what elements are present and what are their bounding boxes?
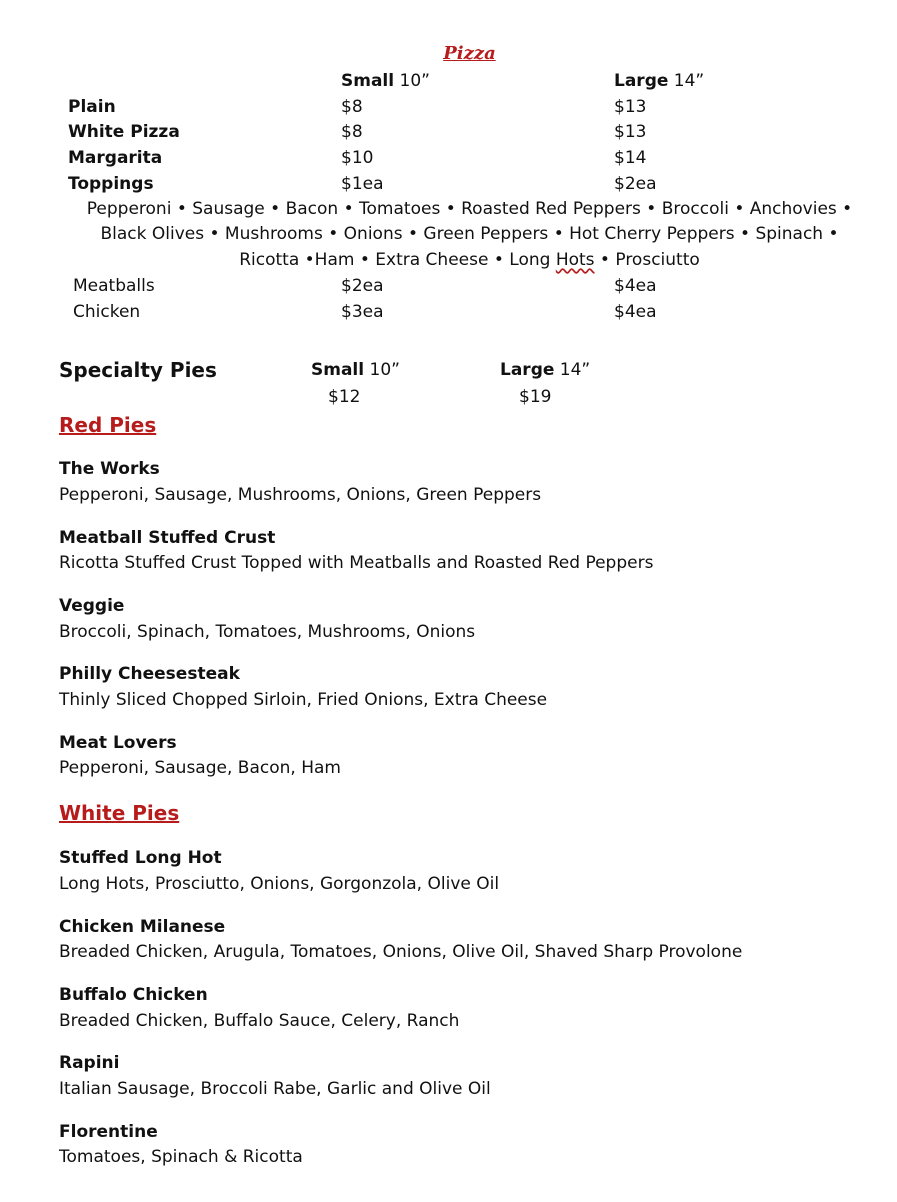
pizza-row-small-price: $10: [341, 148, 374, 168]
pie-name: The Works: [59, 459, 160, 479]
specialty-large-price: $19: [519, 387, 552, 407]
specialty-large-header: [500, 362, 590, 379]
pizza-small-size: 10”: [394, 71, 430, 91]
specialty-large-label: Large: [500, 360, 555, 380]
pie-description: Ricotta Stuffed Crust Topped with Meatballs and Roasted Red Peppers: [59, 553, 654, 573]
toppings-line: [0, 252, 897, 269]
pie-description: Pepperoni, Sausage, Bacon, Ham: [59, 758, 341, 778]
toppings-line-text: Ricotta •Ham • Extra Cheese • Long: [239, 250, 556, 270]
pizza-row-small-price: $8: [341, 122, 363, 142]
pizza-row-name: Toppings: [68, 174, 154, 194]
specialty-small-header: [311, 362, 400, 379]
pie-description: Breaded Chicken, Arugula, Tomatoes, Onions, Olive Oil, Shaved Sharp Provolone: [59, 942, 743, 962]
toppings-line-text-flagged: Hots: [555, 250, 595, 270]
pie-description: Thinly Sliced Chopped Sirloin, Fried Onions, Extra Cheese: [59, 690, 548, 710]
extra-row-name: Chicken: [73, 302, 141, 322]
pie-name: Buffalo Chicken: [59, 985, 208, 1005]
pie-description: Italian Sausage, Broccoli Rabe, Garlic and Olive Oil: [59, 1079, 491, 1099]
pizza-row-name: Plain: [68, 97, 116, 117]
pie-description: Tomatoes, Spinach & Ricotta: [59, 1147, 303, 1167]
specialty-small-label: Small: [311, 360, 365, 380]
extra-row-name: Meatballs: [73, 276, 155, 296]
extra-row-small-price: $3ea: [341, 302, 384, 322]
toppings-line-text: • Prosciutto: [594, 250, 700, 270]
pie-name: Stuffed Long Hot: [59, 848, 222, 868]
pizza-large-size: 14”: [668, 71, 705, 91]
pie-name: Meat Lovers: [59, 733, 177, 753]
pizza-small-label: Small: [341, 71, 395, 91]
pizza-row-name: White Pizza: [68, 122, 180, 142]
specialty-large-size: 14”: [554, 360, 591, 380]
red-pies-heading: Red Pies: [59, 413, 157, 437]
pizza-row-name: Margarita: [68, 148, 163, 168]
pizza-row-large-price: $2ea: [614, 174, 657, 194]
extra-row-large-price: $4ea: [614, 302, 657, 322]
extra-row-large-price: $4ea: [614, 276, 657, 296]
specialty-small-size: 10”: [364, 360, 400, 380]
extra-row-small-price: $2ea: [341, 276, 384, 296]
pizza-row-small-price: $8: [341, 97, 363, 117]
toppings-line: Black Olives • Mushrooms • Onions • Green Peppers • Hot Cherry Peppers • Spinach •: [100, 224, 839, 244]
pie-name: Florentine: [59, 1122, 158, 1142]
pie-description: Long Hots, Prosciutto, Onions, Gorgonzola, Olive Oil: [59, 874, 500, 894]
pizza-small-header: [341, 73, 430, 90]
pie-name: Meatball Stuffed Crust: [59, 528, 276, 548]
pizza-large-header: [614, 73, 704, 90]
toppings-line: Pepperoni • Sausage • Bacon • Tomatoes • Roasted Red Peppers • Broccoli • Anchovies •: [86, 199, 853, 219]
pizza-row-large-price: $14: [614, 148, 647, 168]
pizza-row-small-price: $1ea: [341, 174, 384, 194]
specialty-small-price: $12: [328, 387, 361, 407]
pie-name: Rapini: [59, 1053, 120, 1073]
pie-description: Pepperoni, Sausage, Mushrooms, Onions, Green Peppers: [59, 485, 542, 505]
pie-name: Philly Cheesesteak: [59, 664, 240, 684]
pizza-large-label: Large: [614, 71, 669, 91]
pizza-title: Pizza: [443, 43, 496, 64]
specialty-title: Specialty Pies: [59, 358, 217, 382]
pie-description: Breaded Chicken, Buffalo Sauce, Celery, Ranch: [59, 1011, 460, 1031]
pizza-row-large-price: $13: [614, 122, 647, 142]
pie-name: Chicken Milanese: [59, 917, 226, 937]
white-pies-heading: White Pies: [59, 801, 180, 825]
pizza-row-large-price: $13: [614, 97, 647, 117]
pie-name: Veggie: [59, 596, 125, 616]
pie-description: Broccoli, Spinach, Tomatoes, Mushrooms, Onions: [59, 622, 476, 642]
